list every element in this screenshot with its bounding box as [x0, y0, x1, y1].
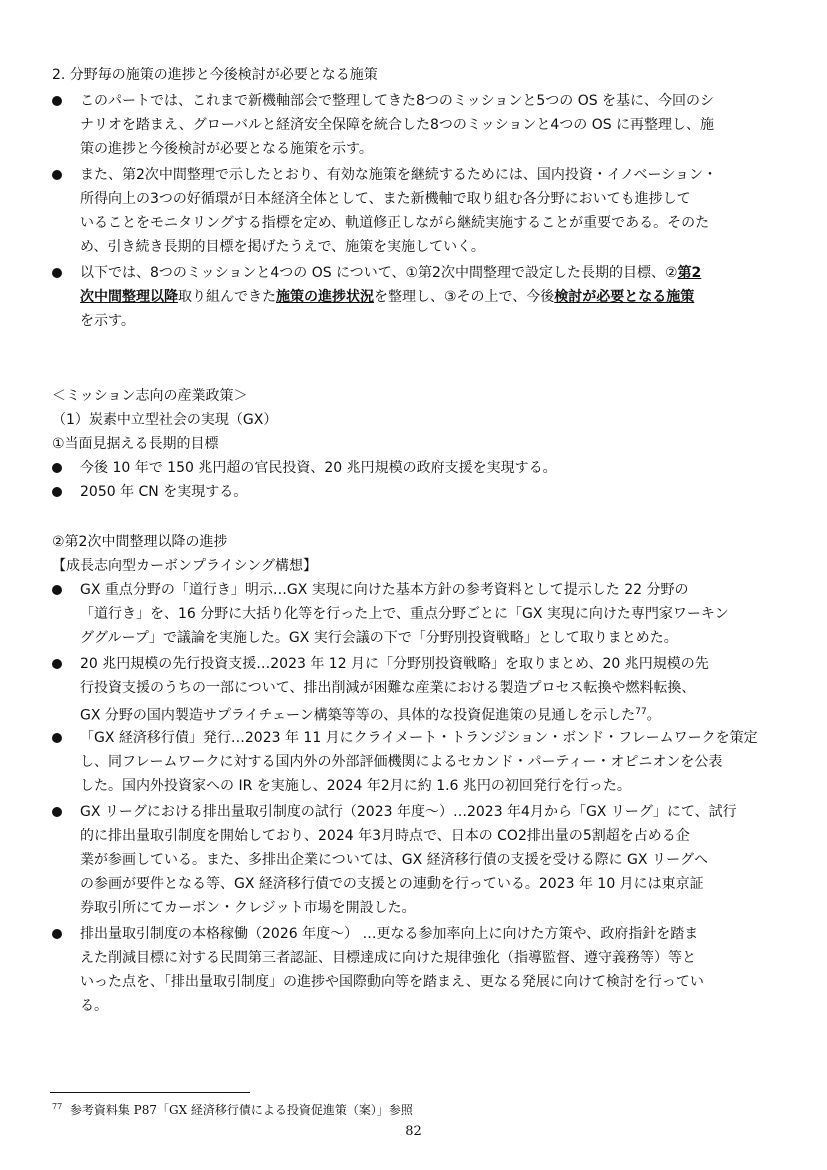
paragraph-line: GX 重点分野の「道行き」明示…GX 実現に向けた基本方針の参考資料として提示した 22 分野の: [80, 582, 689, 598]
paragraph-line: し、同フレームワークに対する国内外の外部評価機関によるセカンド・パーティー・オピニオンを公表: [80, 754, 723, 770]
goal-heading: ①当面見据える長期的目標: [52, 436, 219, 452]
paragraph-line: め、引き続き長期的目標を掲げたうえで、施策を実施していく。: [80, 239, 485, 255]
paragraph-line: [80, 700, 661, 728]
bullet-icon: [52, 807, 62, 817]
paragraph-line: 策の進捗と今後検討が必要となる施策を示す。: [80, 141, 373, 157]
paragraph-line: した。国内外投資家への IR を実施し、2024 年2月に約 1.6 兆円の初回発行を行った。: [80, 778, 631, 794]
subsection-heading: （1）炭素中立型社会の実現（GX）: [52, 412, 278, 428]
section-heading: 2. 分野毎の施策の進捗と今後検討が必要となる施策: [52, 67, 378, 83]
text-segment: 取り組んできた: [178, 289, 276, 305]
paragraph-line: このパートでは、これまで新機軸部会で整理してきた8つのミッションと5つの OS を基に、今回のシ: [80, 93, 715, 109]
emphasis-text: 次中間整理以降: [80, 289, 178, 305]
text-segment: 以下では、8つのミッションと4つの OS について、①第2次中間整理で設定した長期的目標、②: [80, 265, 678, 281]
emphasis-text: 検討が必要となる施策: [554, 289, 695, 305]
progress-heading: ②第2次中間整理以降の進捗: [52, 534, 228, 550]
bullet-icon: [52, 929, 62, 939]
paragraph-line: 20 兆円規模の先行投資支援…2023 年 12 月に「分野別投資戦略」を取りまとめ、20 兆円規模の先: [80, 656, 709, 672]
paragraph-line: GX リーグにおける排出量取引制度の試行（2023 年度～）…2023 年4月から「GX リーグ」にて、試行: [80, 804, 737, 820]
paragraph-line: [80, 261, 701, 285]
emphasis-text: 第2: [677, 265, 702, 281]
paragraph-line: 所得向上の3つの好循環が日本経済全体として、また新機軸で取り組む各分野においても進捗して: [80, 191, 691, 207]
paragraph-line: えた削減目標に対する民間第三者認証、目標達成に向けた規律強化（指導監督、遵守義務等）等と: [80, 950, 696, 966]
text-segment: GX 分野の国内製造サプライチェーン構築等等の、具体的な投資促進策の見通しを示した: [80, 707, 636, 724]
paragraph-line: いることをモニタリングする指標を定め、軌道修正しながら継続実施することが重要である。そのた: [80, 215, 710, 231]
paragraph-line: また、第2次中間整理で示したとおり、有効な施策を継続するためには、国内投資・イノベーション・: [80, 167, 717, 183]
goal-item: 2050 年 CN を実現する。: [80, 484, 248, 500]
paragraph-line: ナリオを踏まえ、グローバルと経済安全保障を統合した8つのミッションと4つの OS に再整理し、施: [80, 117, 715, 133]
paragraph-line: 的に排出量取引制度を開始しており、2024 年3月時点で、日本の CO2排出量の5割超を占める企: [80, 828, 690, 844]
bullet-icon: [52, 463, 62, 473]
text-segment: 。: [646, 707, 661, 724]
paragraph-line: 行投資支援のうちの一部について、排出削減が困難な産業における製造プロセス転換や燃料転換、: [80, 680, 696, 696]
emphasis-text: 施策の進捗状況: [276, 289, 374, 305]
paragraph-line: ググループ」で議論を実施した。GX 実行会議の下で「分野別投資戦略」として取りまとめた。: [80, 630, 678, 646]
paragraph-line: いった点を、「排出量取引制度」の進捗や国際動向等を踏まえ、更なる発展に向けて検討を行ってい: [80, 974, 704, 990]
footnote-ref: 77: [635, 707, 647, 717]
footnote-divider: [50, 1092, 250, 1093]
paragraph-line: [80, 285, 694, 309]
bullet-icon: [52, 585, 62, 595]
bullet-icon: [52, 268, 62, 278]
footnote: [52, 1101, 413, 1118]
bullet-icon: [52, 487, 62, 497]
goal-item: 今後 10 年で 150 兆円超の官民投資、20 兆円規模の政府支援を実現する。: [80, 460, 557, 476]
paragraph-line: 排出量取引制度の本格稼働（2026 年度～） …更なる参加率向上に向けた方策や、政府指針を踏ま: [80, 926, 699, 942]
footnote-text: 参考資料集 P87「GX 経済移行債による投資促進策（案）」参照: [69, 1103, 413, 1117]
paragraph-line: 「GX 経済移行債」発行…2023 年 11 月にクライメート・トランジション・ボンド・フレームワークを策定: [80, 730, 758, 746]
paragraph-line: る。: [80, 998, 108, 1014]
paragraph-line: を示す。: [80, 313, 135, 329]
paragraph-line: 「道行き」を、16 分野に大括り化等を行った上で、重点分野ごとに「GX 実現に向けた専門家ワーキン: [80, 606, 729, 622]
bullet-icon: [52, 659, 62, 669]
paragraph-line: の参画が要件となる等、GX 経済移行債での支援との連動を行っている。2023 年 10 月には東京証: [80, 876, 704, 892]
page-number: 82: [405, 1124, 422, 1139]
text-segment: を整理し、③その上で、今後: [374, 289, 555, 305]
mission-heading: ＜ミッション志向の産業政策＞: [52, 388, 248, 404]
bracket-heading: 【成長志向型カーボンプライシング構想】: [52, 558, 317, 574]
bullet-icon: [52, 96, 62, 106]
footnote-number: 77: [52, 1102, 63, 1111]
bullet-icon: [52, 170, 62, 180]
bullet-icon: [52, 733, 62, 743]
paragraph-line: 業が参画している。また、多排出企業については、GX 経済移行債の支援を受ける際に GX リーグへ: [80, 852, 708, 868]
paragraph-line: 券取引所にてカーボン・クレジット市場を開設した。: [80, 900, 416, 916]
